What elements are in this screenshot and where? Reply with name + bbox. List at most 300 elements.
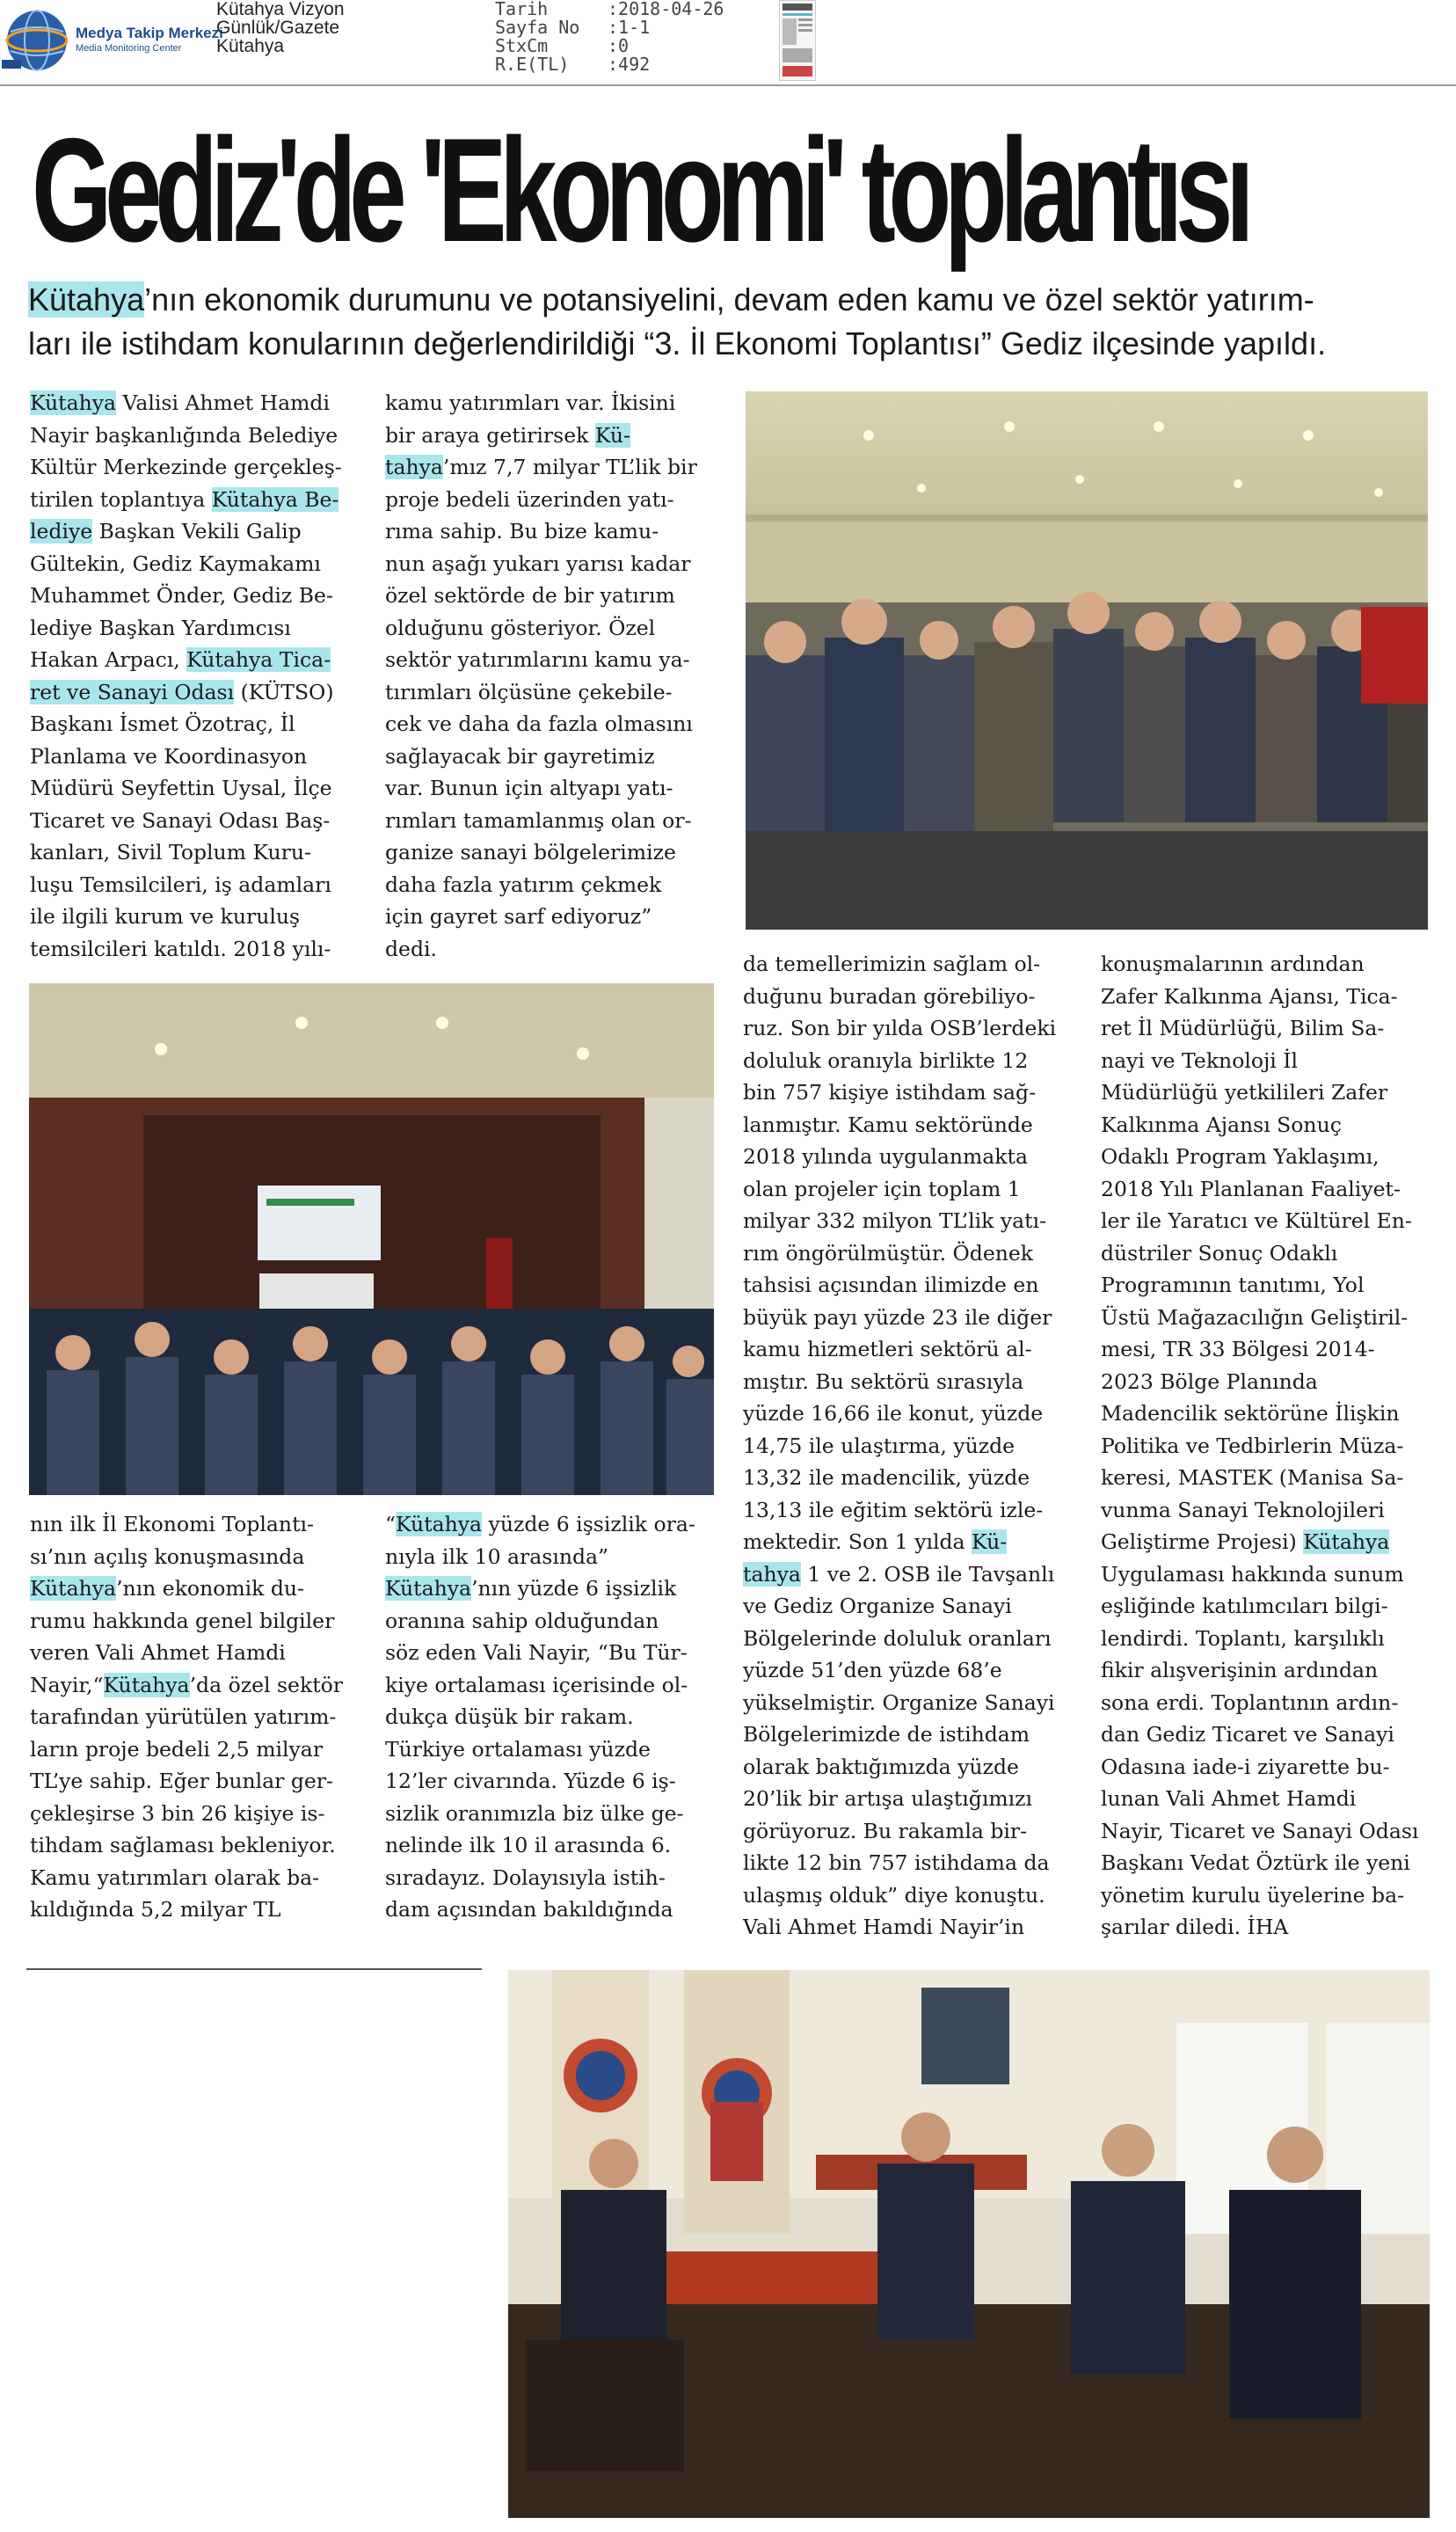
text-line (1101, 1366, 1452, 1398)
text-run: Nayir,“ (30, 1672, 104, 1697)
text-line (385, 708, 737, 741)
text-run: ların proje bedeli 2,5 milyar (30, 1736, 324, 1762)
source-line: Kütahya Vizyon (216, 0, 345, 19)
text-run: Gültekin, Gediz Kaymakamı (30, 551, 321, 576)
text-line (30, 420, 373, 452)
text-line (385, 1508, 746, 1541)
text-run: nın ilk İl Ekonomi Toplantı- (30, 1512, 314, 1536)
text-line (743, 1269, 1095, 1302)
text-run: şarılar diledi. İHA (1101, 1915, 1289, 1939)
text-line (743, 1494, 1095, 1527)
text-line (30, 1733, 382, 1766)
meta-row (495, 55, 724, 74)
meta-row (495, 18, 724, 37)
text-line (1101, 1045, 1452, 1077)
text-line (385, 836, 737, 869)
highlighted-keyword: tahya (743, 1561, 801, 1587)
clipping-header (0, 0, 1456, 84)
text-line (30, 1894, 382, 1926)
text-run: 2023 Bölge Planında (1101, 1368, 1318, 1394)
highlighted-keyword: Kütahya (396, 1512, 483, 1536)
highlighted-keyword: Kütahya (1303, 1529, 1390, 1554)
text-line (743, 1847, 1095, 1879)
meta-value: :2018-04-26 (608, 0, 724, 19)
text-line (1101, 1109, 1452, 1142)
text-line (385, 387, 737, 420)
text-line (1101, 1687, 1452, 1719)
text-line (385, 772, 737, 805)
text-line (30, 805, 373, 837)
text-line (30, 387, 373, 420)
logo-text (76, 25, 223, 54)
text-run: yükselmiştir. Organize Sanayi (743, 1689, 1055, 1715)
meta-value: :492 (608, 54, 651, 75)
text-line (743, 1333, 1095, 1366)
text-line (743, 1462, 1095, 1494)
text-run: kiye ortalaması içerisinde ol- (385, 1672, 688, 1697)
text-run: mektedir. Son 1 yılda (743, 1529, 972, 1554)
body-column-1-continued (30, 1508, 382, 1926)
headline: Gediz'de 'Ekonomi' toplantısı (32, 107, 1248, 273)
body-column-4 (1101, 948, 1452, 1944)
text-run: rıma sahip. Bu bize kamu- (385, 519, 659, 544)
text-run: Kültür Merkezinde gerçekleş- (30, 455, 342, 479)
text-run: ları ile istihdam konularının değerlendirildiği “3. İl Ekonomi Toplantısı” Gediz ilçesinde yapıldı. (28, 325, 1327, 361)
text-line (385, 1701, 746, 1733)
text-run: nelinde ilk 10 il arasında 6. (385, 1833, 672, 1857)
text-line (30, 741, 373, 773)
text-run: kıldığında 5,2 milyar TL (30, 1897, 281, 1922)
text-line (1101, 1430, 1452, 1463)
text-line (385, 741, 737, 773)
text-line (1101, 948, 1452, 981)
text-line (385, 901, 737, 933)
text-line (385, 676, 737, 709)
text-line (1101, 1911, 1452, 1944)
text-run: Odaklı Program Yaklaşımı, (1101, 1144, 1380, 1169)
text-line (30, 515, 373, 548)
text-line (1101, 981, 1452, 1013)
text-line (743, 1430, 1095, 1463)
meta-key: StxCm (495, 35, 549, 56)
meta-row (495, 37, 724, 55)
text-run: 14,75 ile ulaştırma, yüzde (743, 1433, 1016, 1458)
text-line (385, 420, 737, 452)
text-run: (KÜTSO) (234, 679, 334, 704)
text-run: Geliştirme Projesi) (1101, 1529, 1304, 1554)
meta-value: :0 (608, 35, 630, 56)
text-run: Politika ve Tedbirlerin Müza- (1101, 1433, 1404, 1458)
text-run: fikir alışverişinin ardından (1101, 1658, 1379, 1682)
text-run: dukça düşük bir rakam. (385, 1704, 634, 1729)
text-run: cek ve daha da fazla olmasını (385, 711, 693, 736)
text-run: düstriler Sonuç Odaklı (1101, 1240, 1338, 1266)
text-line (30, 1572, 382, 1605)
text-run: rım öngörülmüştür. Ödenek (743, 1240, 1034, 1266)
text-run: kamu hizmetleri sektörü al- (743, 1337, 1032, 1361)
text-run: olduğunu gösteriyor. Özel (385, 615, 656, 640)
text-run: Planlama ve Koordinasyon (30, 743, 308, 769)
text-line (30, 1669, 382, 1702)
text-run: Odasına iade-i ziyarette bu- (1101, 1754, 1390, 1779)
highlighted-keyword: Kütahya (30, 390, 117, 415)
text-line (1101, 1333, 1452, 1366)
highlighted-keyword: Kütahya (28, 281, 145, 317)
logo-title: Medya Takip Merkezi (76, 25, 223, 41)
text-run: görüyoruz. Bu rakamla bir- (743, 1818, 1028, 1843)
meta-key: Tarih (495, 0, 549, 19)
body-column-1 (30, 387, 373, 965)
text-run: Müdürü Seyfettin Uysal, İlçe (30, 776, 332, 800)
text-run: sağlayacak bir gayretimiz (385, 743, 655, 769)
text-line (1101, 1141, 1452, 1173)
text-line (30, 836, 373, 869)
text-run: rumu hakkında genel bilgiler (30, 1608, 335, 1633)
body-column-2-continued (385, 1508, 746, 1926)
framed-portrait (921, 1988, 1009, 2084)
text-run: nayi ve Teknoloji İl (1101, 1047, 1299, 1073)
conference-hall-photo (29, 983, 714, 1495)
highlighted-keyword: Kütahya (385, 1576, 472, 1601)
highlighted-keyword: Kütahya Tica- (186, 647, 331, 672)
text-line (385, 1637, 746, 1669)
text-run: Muhammet Önder, Gediz Be- (30, 583, 333, 608)
text-run: Vali Ahmet Hamdi Nayir’in (743, 1915, 1025, 1939)
text-run: Valisi Ahmet Hamdi (116, 390, 330, 415)
text-line (30, 612, 373, 645)
text-line (385, 548, 737, 580)
text-line (743, 1751, 1095, 1784)
text-line (1101, 1623, 1452, 1655)
highlighted-keyword: tahya (385, 455, 443, 479)
text-run: Üstü Mağazacılığın Geliştiril- (1101, 1304, 1409, 1330)
text-line (743, 1045, 1095, 1077)
text-line (1101, 1494, 1452, 1527)
body-column-3 (743, 948, 1095, 1944)
text-run: milyar 332 milyon TL’lik yatı- (743, 1208, 1047, 1233)
text-run: ile ilgili kurum ve kuruluş (30, 904, 301, 929)
text-line (1101, 1847, 1452, 1879)
leather-armchair (526, 2339, 684, 2471)
text-line (30, 580, 373, 612)
text-line (743, 1526, 1095, 1558)
clipping-meta (495, 0, 724, 74)
text-run: ’nın ekonomik du- (116, 1576, 304, 1601)
text-run: eşliğinde katılımcıları bilgi- (1101, 1594, 1388, 1618)
text-run: rımları tamamlanmış olan or- (385, 807, 692, 833)
text-line (743, 1397, 1095, 1430)
text-run: Başkanı İsmet Özotraç, İl (30, 711, 295, 736)
text-line (1101, 1718, 1452, 1751)
text-run: 13,13 ile eğitim sektörü izle- (743, 1497, 1044, 1522)
globe-logo-icon (2, 5, 74, 77)
text-run: da temellerimizin sağlam ol- (743, 952, 1041, 976)
text-line (1101, 1205, 1452, 1237)
text-run: yüzde 6 işsizlik ora- (482, 1512, 695, 1536)
text-line (743, 1654, 1095, 1687)
text-run: Müdürlüğü yetkilileri Zafer (1101, 1080, 1388, 1105)
text-run: ’nın ekonomik durumunu ve potansiyelini, devam eden kamu ve özel sektör yatırım- (144, 281, 1314, 317)
text-line (1101, 1526, 1452, 1558)
text-run: Başkanı Vedat Öztürk ile yeni (1101, 1850, 1410, 1875)
text-run: 2018 yılında uygulanmakta (743, 1144, 1028, 1169)
text-line (743, 1558, 1095, 1591)
text-run: Bölgelerinde doluluk oranları (743, 1625, 1052, 1651)
text-run: lunan Vali Ahmet Hamdi (1101, 1786, 1357, 1811)
text-line (1101, 1654, 1452, 1687)
text-line (743, 1205, 1095, 1237)
text-line (30, 869, 373, 901)
text-line (30, 1637, 382, 1669)
text-run: sıradayız. Dolayısıyla istih- (385, 1864, 666, 1890)
body-column-2 (385, 387, 737, 965)
text-line (1101, 1076, 1452, 1109)
text-run: 1 ve 2. OSB ile Tavşanlı (800, 1561, 1055, 1587)
page-thumbnail[interactable] (779, 0, 816, 81)
lead-paragraph (28, 278, 1435, 366)
text-run: 20’lik bir artışa ulaştığımızı (743, 1786, 1033, 1811)
text-run: lendirdi. Toplantı, karşılıklı (1101, 1625, 1385, 1651)
text-run: lediye Başkan Yardımcısı (30, 615, 291, 640)
text-line (385, 805, 737, 837)
text-line (1101, 1173, 1452, 1206)
text-run: 2018 Yılı Planlanan Faaliyet- (1101, 1176, 1401, 1201)
text-run: yüzde 51’den yüzde 68’e (743, 1658, 1002, 1682)
text-line (30, 676, 373, 709)
text-run: yüzde 16,66 ile konut, yüzde (743, 1401, 1044, 1426)
text-line (1101, 1397, 1452, 1430)
text-run: Başkan Vekili Galip (92, 519, 302, 544)
text-line (1101, 1462, 1452, 1494)
text-run: doluluk oranıyla birlikte 12 (743, 1047, 1029, 1073)
text-run: Hakan Arpacı, (30, 647, 187, 672)
highlighted-keyword: Kütahya (103, 1672, 190, 1697)
text-run: ’mız 7,7 milyar TL’lik bir (442, 455, 697, 479)
header-divider (0, 84, 1456, 86)
text-line (385, 515, 737, 548)
text-run: luşu Temsilcileri, iş adamları (30, 872, 331, 897)
text-line (1101, 1237, 1452, 1270)
text-line (743, 981, 1095, 1013)
text-run: olarak baktığımızda yüzde (743, 1754, 1019, 1779)
text-line (743, 1173, 1095, 1206)
text-run: var. Bunun için altyapı yatı- (385, 776, 673, 800)
text-line (30, 1701, 382, 1733)
text-line (385, 644, 737, 676)
text-line (1101, 1879, 1452, 1912)
text-run: 13,32 ile madencilik, yüzde (743, 1465, 1030, 1490)
meta-value: :1-1 (608, 17, 651, 38)
text-line (1101, 1783, 1452, 1815)
text-line (28, 278, 1435, 322)
text-line (1101, 1558, 1452, 1591)
lectern (486, 1238, 513, 1309)
highlighted-keyword: Kü- (594, 422, 630, 448)
text-line (385, 1765, 746, 1798)
text-line (385, 1894, 746, 1926)
text-line (385, 869, 737, 901)
audience-photo (746, 391, 1428, 930)
text-run: Türkiye ortalaması yüzde (385, 1736, 651, 1762)
text-line (385, 1733, 746, 1766)
text-line (385, 451, 737, 484)
text-run: 12’ler civarında. Yüzde 6 iş- (385, 1769, 676, 1793)
text-run: nıyla ilk 10 arasında” (385, 1543, 609, 1569)
text-run: mıştır. Bu sektörü sırasıyla (743, 1368, 1024, 1394)
text-run: için gayret sarf ediyoruz” (385, 904, 652, 929)
text-line (385, 484, 737, 516)
text-run: Zafer Kalkınma Ajansı, Tica- (1101, 983, 1398, 1009)
text-run: daha fazla yatırım çekmek (385, 872, 662, 897)
office-visit-photo (508, 1970, 1430, 2518)
text-run: bin 757 kişiye istihdam sağ- (743, 1080, 1037, 1105)
office-chair (710, 2102, 763, 2181)
text-line (385, 933, 737, 966)
text-run: Nayir, Ticaret ve Sanayi Odası (1101, 1818, 1419, 1843)
text-run: Bölgelerimizde de istihdam (743, 1722, 1030, 1747)
text-run: dan Gediz Ticaret ve Sanayi (1101, 1722, 1394, 1747)
text-line (1101, 1815, 1452, 1848)
text-line (743, 1366, 1095, 1398)
text-run: tahsisi açısından ilimizde en (743, 1273, 1039, 1297)
text-line (743, 1879, 1095, 1912)
text-run: sizlik oranımızla biz ülke ge- (385, 1800, 684, 1826)
text-run: vunma Sanayi Teknolojileri (1101, 1497, 1385, 1522)
text-line (30, 644, 373, 676)
text-line (743, 1815, 1095, 1848)
text-line (385, 1541, 746, 1573)
text-line (1101, 1302, 1452, 1334)
text-run: nun aşağı yukarı yarısı kadar (385, 551, 691, 576)
text-line (30, 548, 373, 580)
text-run: sektör yatırımlarını kamu ya- (385, 647, 690, 672)
text-run: ler ile Yaratıcı ve Kültürel En- (1101, 1208, 1412, 1233)
text-run: bir araya getirirsek (385, 422, 595, 448)
text-run: tarafından yürütülen yatırım- (30, 1704, 337, 1729)
text-run: tirilen toplantıya (30, 486, 212, 512)
presenter-table (259, 1273, 374, 1309)
text-line (30, 1765, 382, 1798)
text-line (743, 1623, 1095, 1655)
text-run: çekleşirse 3 bin 26 kişiye is- (30, 1800, 325, 1826)
text-run: ’da özel sektör (189, 1672, 344, 1697)
text-line (30, 933, 373, 966)
text-line (1101, 1269, 1452, 1302)
text-run: olan projeler için toplam 1 (743, 1176, 1021, 1201)
text-run: dedi. (385, 936, 437, 961)
highlighted-keyword: ret ve Sanayi Odası (30, 679, 235, 704)
source-line: Günlük/Gazete (216, 18, 340, 38)
source-line: Kütahya (216, 36, 285, 56)
text-line (385, 1572, 746, 1605)
text-line (1101, 1012, 1452, 1045)
text-run: lanmıştır. Kamu sektöründe (743, 1112, 1033, 1137)
text-line (743, 1237, 1095, 1270)
text-run: oranına sahip olduğundan (385, 1608, 659, 1633)
text-run: ’nın yüzde 6 işsizlik (471, 1576, 677, 1601)
text-line (30, 1829, 382, 1862)
text-line (743, 1718, 1095, 1751)
text-run: tihdam sağlaması bekleniyor. (30, 1833, 336, 1857)
text-line (1101, 1590, 1452, 1623)
column-divider (26, 1968, 482, 1970)
text-line (1101, 1751, 1452, 1784)
text-line (743, 1012, 1095, 1045)
highlighted-keyword: lediye (30, 519, 93, 544)
text-run: veren Vali Ahmet Hamdi (30, 1640, 286, 1665)
text-run: ve Gediz Organize Sanayi (743, 1594, 1012, 1618)
text-run: Ticaret ve Sanayi Odası Baş- (30, 807, 331, 833)
text-run: temsilcileri katıldı. 2018 yılı- (30, 936, 331, 961)
text-run: Programının tanıtımı, Yol (1101, 1273, 1365, 1297)
text-run: TL’ye sahip. Eğer bunlar ger- (30, 1769, 333, 1793)
text-run: yönetim kurulu üyelerine ba- (1101, 1882, 1405, 1908)
text-run: duğunu buradan görebiliyo- (743, 983, 1036, 1009)
highlighted-keyword: Kü- (972, 1529, 1008, 1554)
text-run: sı’nın açılış konuşmasında (30, 1543, 305, 1569)
text-run: likte 12 bin 757 istihdama da (743, 1850, 1050, 1875)
text-line (743, 1109, 1095, 1142)
text-line (385, 1829, 746, 1862)
text-line (30, 451, 373, 484)
text-line (385, 1605, 746, 1638)
text-run: kamu yatırımları var. İkisini (385, 390, 676, 415)
text-run: ganize sanayi bölgelerimize (385, 840, 676, 865)
text-line (30, 1541, 382, 1573)
text-line (743, 1687, 1095, 1719)
text-line (743, 1302, 1095, 1334)
text-run: ruz. Son bir yılda OSB’lerdeki (743, 1016, 1057, 1040)
text-line (743, 1076, 1095, 1109)
text-line (30, 1508, 382, 1541)
text-run: Kamu yatırımları olarak ba- (30, 1864, 320, 1890)
text-run: konuşmalarının ardından (1101, 952, 1365, 976)
text-line (385, 1798, 746, 1830)
highlighted-keyword: Kütahya (30, 1576, 117, 1601)
text-line (743, 1141, 1095, 1173)
text-line (30, 1862, 382, 1894)
source-info (216, 0, 345, 55)
text-line (743, 1590, 1095, 1623)
meta-key: Sayfa No (495, 17, 580, 38)
text-run: Uygulaması hakkında sunum (1101, 1561, 1404, 1587)
text-run: özel sektörde de bir yatırım (385, 583, 675, 608)
text-run: dam açısından bakıldığında (385, 1897, 673, 1922)
text-run: sona erdi. Toplantının ardın- (1101, 1689, 1399, 1715)
meta-key: R.E(TL) (495, 54, 570, 75)
text-line (30, 1605, 382, 1638)
highlighted-keyword: Kütahya Be- (211, 486, 339, 512)
text-line (385, 1862, 746, 1894)
text-run: tırımları ölçüsüne çekebile- (385, 679, 673, 704)
text-line (385, 1669, 746, 1702)
text-run: Kalkınma Ajansı Sonuç (1101, 1112, 1342, 1137)
text-run: Nayir başkanlığında Belediye (30, 422, 339, 448)
text-line (743, 1783, 1095, 1815)
text-line (385, 612, 737, 645)
text-run: büyük payı yüzde 23 ile diğer (743, 1304, 1052, 1330)
text-line (743, 1911, 1095, 1944)
text-line (28, 322, 1435, 366)
text-run: keresi, MASTEK (Manisa Sa- (1101, 1465, 1404, 1490)
projection-screen (258, 1186, 381, 1260)
text-line (30, 901, 373, 933)
text-run: mesi, TR 33 Bölgesi 2014- (1101, 1337, 1375, 1361)
text-line (743, 948, 1095, 981)
text-line (30, 1798, 382, 1830)
meta-row (495, 0, 724, 18)
text-line (30, 484, 373, 516)
